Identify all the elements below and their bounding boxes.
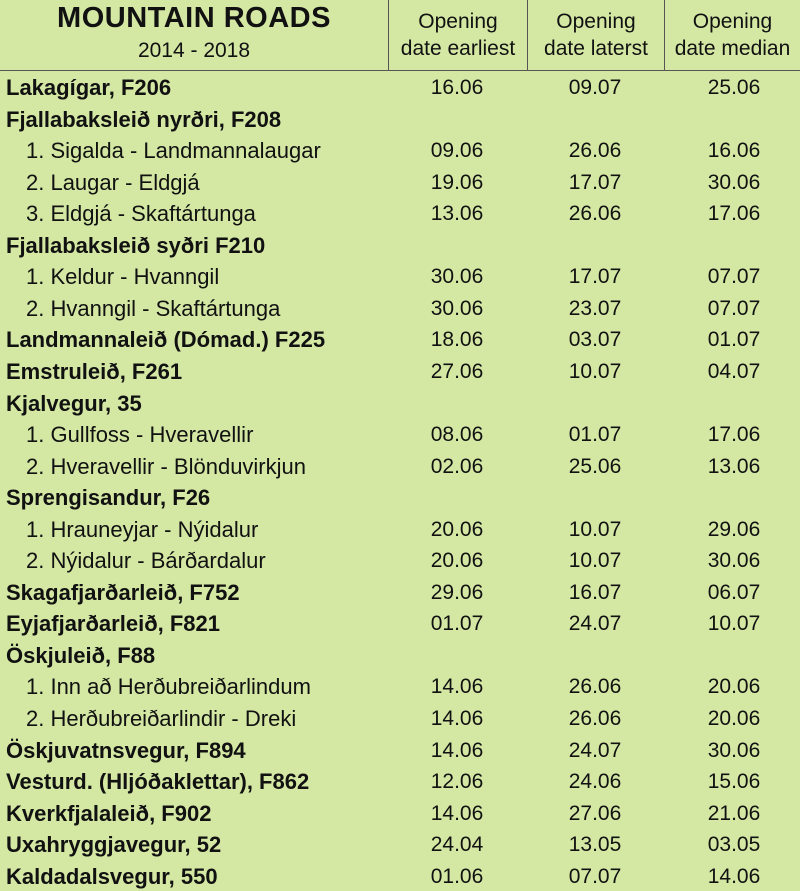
road-name: 2. Herðubreiðarlindir - Dreki [26,706,297,731]
opening-date-latest: 24.06 [568,770,622,794]
opening-date-median: 03.05 [707,833,761,857]
road-name: Lakagígar, F206 [6,75,172,100]
opening-date-median: 07.07 [707,265,761,289]
opening-date-median: 15.06 [707,770,761,794]
column-header-line: Opening [418,10,498,33]
table-row [0,166,800,197]
opening-date-latest: 13.05 [568,833,622,857]
opening-date-earliest: 08.06 [430,423,484,447]
opening-date-latest: 09.07 [568,76,622,99]
opening-date-latest: 17.07 [568,170,622,194]
opening-date-latest: 26.06 [568,202,622,226]
road-name: Kjalvegur, 35 [6,390,142,416]
table-row [0,387,800,418]
road-name: 1. Keldur - Hvanngil [26,264,220,290]
opening-date-earliest: 01.06 [430,864,484,888]
table-row [0,481,800,512]
table-row [0,670,800,701]
road-name: 1. Gullfoss - Hveravellir [26,422,254,448]
opening-date-median: 07.07 [707,296,761,320]
road-name: Öskjuvatnsvegur, F894 [6,737,246,763]
road-name: Eyjafjarðarleið, F821 [6,611,220,637]
table-row [0,702,800,733]
road-name: 2. Laugar - Eldgjá [26,169,200,195]
table-row [0,229,800,260]
opening-date-latest: 26.06 [568,675,622,699]
opening-date-latest: 23.07 [568,296,622,320]
table-row [0,197,800,228]
opening-date-median: 30.06 [707,170,761,194]
table-row [0,292,800,323]
opening-date-earliest: 14.06 [430,675,484,699]
column-header-median [665,8,800,62]
opening-date-median: 04.07 [707,359,761,383]
opening-date-latest: 25.06 [568,454,622,478]
opening-date-latest: 26.06 [568,707,622,730]
opening-date-median: 01.07 [707,328,761,352]
table-row [0,450,800,481]
opening-date-latest: 16.07 [568,580,622,604]
opening-date-median: 13.06 [707,454,761,478]
table-row [0,765,800,796]
opening-date-median: 25.06 [707,76,761,99]
opening-date-latest: 24.07 [568,612,622,636]
opening-date-earliest: 19.06 [430,170,484,194]
opening-date-earliest: 12.06 [430,770,484,794]
opening-date-median: 30.06 [707,738,761,762]
opening-date-earliest: 01.07 [430,612,484,636]
opening-date-latest: 10.07 [568,359,622,383]
road-name: Kaldadalsvegur, 550 [6,863,218,889]
table-row [0,71,800,102]
table-row [0,513,800,544]
opening-date-median: 20.06 [707,707,761,730]
road-name: Uxahryggjavegur, 52 [6,832,222,858]
opening-date-earliest: 13.06 [430,202,484,226]
road-name: Fjallabaksleið nyrðri, F208 [6,106,282,132]
road-name: 2. Hvanngil - Skaftártunga [26,295,281,321]
table-row [0,134,800,165]
opening-date-earliest: 02.06 [430,454,484,478]
road-name: 2. Nýidalur - Bárðardalur [26,548,266,574]
column-header-line: date median [674,37,791,60]
opening-date-median: 16.06 [707,139,761,163]
opening-date-earliest: 30.06 [430,265,484,289]
road-name: 1. Inn að Herðubreiðarlindum [26,674,311,700]
opening-date-latest: 10.07 [568,517,622,541]
opening-date-earliest: 18.06 [430,328,484,352]
table-row [0,544,800,575]
opening-date-earliest: 20.06 [430,549,484,573]
column-header-earliest [389,8,527,62]
table-row [0,260,800,291]
column-header-line: Opening [692,10,773,33]
opening-date-earliest: 29.06 [430,580,484,604]
table-row [0,418,800,449]
table-row [0,797,800,828]
road-name: Vesturd. (Hljóðaklettar), F862 [6,769,310,795]
column-header-latest [528,8,664,62]
opening-date-earliest: 24.04 [430,833,484,857]
road-name: Emstruleið, F261 [6,358,183,384]
road-name: Öskjuleið, F88 [6,642,156,668]
opening-date-latest: 24.07 [568,738,622,762]
table-row [0,828,800,859]
opening-date-earliest: 20.06 [430,517,484,541]
column-header-line: date laterst [544,37,648,60]
opening-date-median: 17.06 [707,423,761,447]
opening-date-median: 29.06 [707,517,761,541]
opening-date-median: 10.07 [707,612,761,636]
table-subtitle: 2014 - 2018 [137,39,251,62]
table-row [0,355,800,386]
opening-date-median: 06.07 [707,580,761,604]
road-name: Sprengisandur, F26 [6,485,211,511]
opening-date-median: 14.06 [707,864,761,888]
opening-date-latest: 27.06 [568,801,622,825]
road-name: Kverkfjalaleið, F902 [6,800,212,826]
road-name: Fjallabaksleið syðri F210 [6,232,266,258]
table-row [0,103,800,134]
opening-date-earliest: 14.06 [430,707,484,730]
column-header-line: Opening [556,10,636,33]
opening-date-median: 21.06 [707,801,761,825]
opening-date-latest: 03.07 [568,328,622,352]
road-name: 1. Sigalda - Landmannalaugar [26,138,321,164]
opening-date-latest: 10.07 [568,549,622,573]
opening-date-earliest: 27.06 [430,359,484,383]
table-row [0,607,800,638]
column-header-line: date earliest [400,37,516,60]
opening-date-earliest: 16.06 [430,76,484,99]
table-row [0,860,800,891]
table-title: MOUNTAIN ROADS [57,2,331,34]
table-row [0,734,800,765]
opening-date-earliest: 14.06 [430,738,484,762]
opening-date-earliest: 30.06 [430,296,484,320]
table-row [0,639,800,670]
road-name: 3. Eldgjá - Skaftártunga [26,201,256,227]
opening-date-median: 20.06 [707,675,761,699]
opening-date-median: 17.06 [707,202,761,226]
opening-date-latest: 01.07 [568,423,622,447]
opening-date-latest: 07.07 [568,864,622,888]
table-row [0,323,800,354]
table-row [0,576,800,607]
opening-date-earliest: 14.06 [430,801,484,825]
opening-date-median: 30.06 [707,549,761,573]
opening-date-latest: 26.06 [568,139,622,163]
road-name: Landmannaleið (Dómad.) F225 [6,327,326,353]
opening-date-latest: 17.07 [568,265,622,289]
road-name: 1. Hrauneyjar - Nýidalur [26,516,259,542]
road-name: Skagafjarðarleið, F752 [6,579,240,605]
road-name: 2. Hveravellir - Blönduvirkjun [26,453,306,479]
opening-date-earliest: 09.06 [430,139,484,163]
